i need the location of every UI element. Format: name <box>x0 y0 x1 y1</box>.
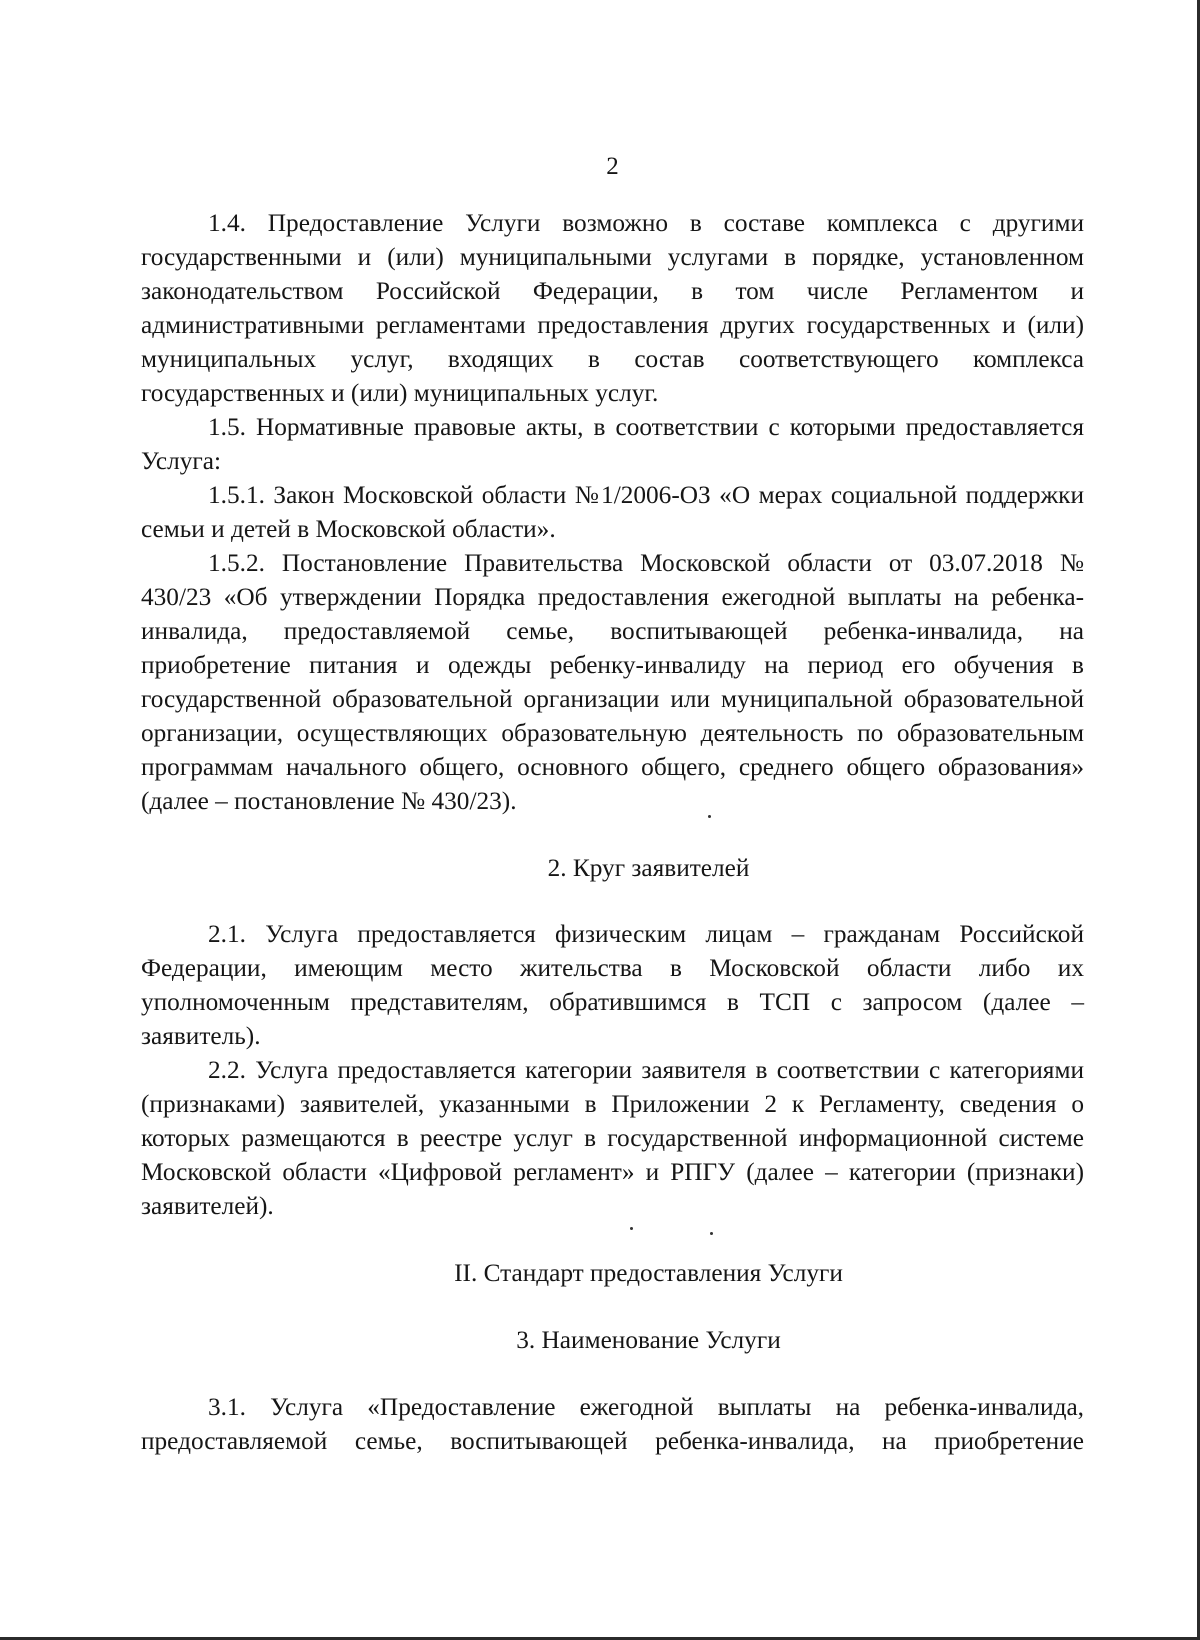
body-text-applicants <box>141 917 1084 1223</box>
heading-applicants: 2. Круг заявителей <box>547 854 750 882</box>
body-text-final <box>141 1390 1084 1458</box>
body-text-top <box>141 206 1084 818</box>
scan-speck <box>710 1232 713 1235</box>
paragraph-1-4: 1.4. Предоставление Услуги возможно в составе комплекса с другими государственными и (или) муниципальными услугами в порядке, установленном законодательством Российской Федерации, в том числе Регламентом и административными регламентами предоставления других государственных и (или) муниципальных услуг, входящих в состав соответствующего комплекса государственных и (или) муниципальных услуг. <box>141 209 1084 407</box>
paragraph-1-5-1: 1.5.1. Закон Московской области №1/2006-ОЗ «О мерах социальной поддержки семьи и детей в Московской области». <box>141 481 1084 543</box>
paragraph-1-5: 1.5. Нормативные правовые акты, в соответствии с которыми предоставляется Услуга: <box>141 413 1084 475</box>
paragraph-2-1: 2.1. Услуга предоставляется физическим лицам – гражданам Российской Федерации, имеющим место жительства в Московской области либо их уполномоченным представителям, обратившимся в ТСП с запросом (далее – заявитель). <box>141 920 1084 1050</box>
heading-section-ii: II. Стандарт предоставления Услуги <box>454 1259 843 1287</box>
paragraph-2-2: 2.2. Услуга предоставляется категории заявителя в соответствии с категориями (признаками) заявителей, указанными в Приложении 2 к Регламенту, сведения о которых размещаются в реестре услуг в государственной информационной системе Московской области «Цифровой регламент» и РПГУ (далее – категории (признаки) заявителей). <box>141 1056 1084 1220</box>
scan-speck <box>708 815 711 818</box>
paragraph-1-5-2: 1.5.2. Постановление Правительства Московской области от 03.07.2018 № 430/23 «Об утверждении Порядка предоставления ежегодной выплаты на ребенка-инвалида, предоставляемой семье, воспитывающей ребенка-инвалида, на приобретение питания и одежды ребенку-инвалиду на период его обучения в государственной образовательной организации или муниципальной образовательной организации, осуществляющих образовательную деятельность по образовательным программам начального общего, основного общего, среднего общего образования» (далее – постановление № 430/23). <box>141 549 1084 815</box>
page-number: 2 <box>606 153 619 180</box>
scan-speck <box>630 1227 633 1230</box>
paragraph-3-1: 3.1. Услуга «Предоставление ежегодной выплаты на ребенка-инвалида, предоставляемой семье, воспитывающей ребенка-инвалида, на приобретение <box>141 1393 1084 1455</box>
heading-service-name: 3. Наименование Услуги <box>516 1326 781 1354</box>
